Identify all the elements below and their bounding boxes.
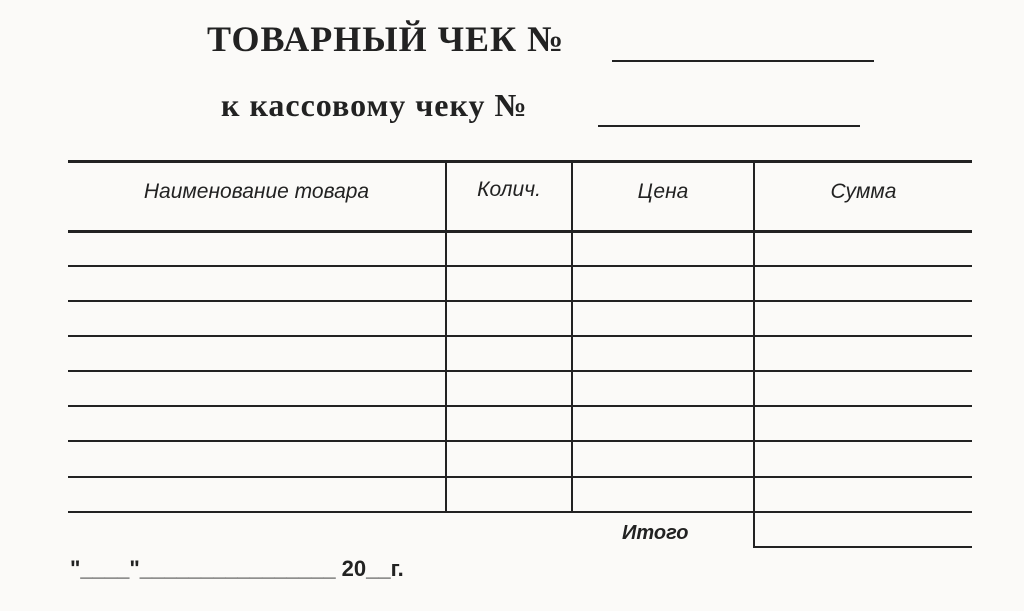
table-row[interactable] (68, 335, 972, 337)
table-row[interactable] (68, 405, 972, 407)
receipt-title: ТОВАРНЫЙ ЧЕК № (207, 19, 565, 59)
total-value-field[interactable] (757, 515, 970, 545)
total-box-bottom (753, 546, 972, 548)
column-divider (445, 162, 447, 512)
column-divider (571, 162, 573, 512)
total-label: Итого (622, 522, 689, 544)
column-divider (753, 162, 755, 548)
table-row[interactable] (68, 370, 972, 372)
column-header-sum: Сумма (830, 180, 897, 203)
table-header-border (68, 230, 972, 233)
receipt-number-field[interactable] (612, 60, 874, 62)
table-bottom-border (68, 511, 972, 513)
table-row[interactable] (68, 265, 972, 267)
date-field[interactable]: "____"________________ 20__г. (70, 556, 404, 581)
column-header-name: Наименование товара (143, 180, 370, 203)
column-header-quantity: Колич. (477, 178, 541, 201)
table-row[interactable] (68, 476, 972, 478)
cash-receipt-number-field[interactable] (598, 125, 860, 127)
column-header-price: Цена (637, 180, 689, 203)
receipt-subtitle: к кассовому чеку № (221, 87, 528, 123)
table-row[interactable] (68, 440, 972, 442)
table-row[interactable] (68, 300, 972, 302)
table-top-border (68, 160, 972, 163)
